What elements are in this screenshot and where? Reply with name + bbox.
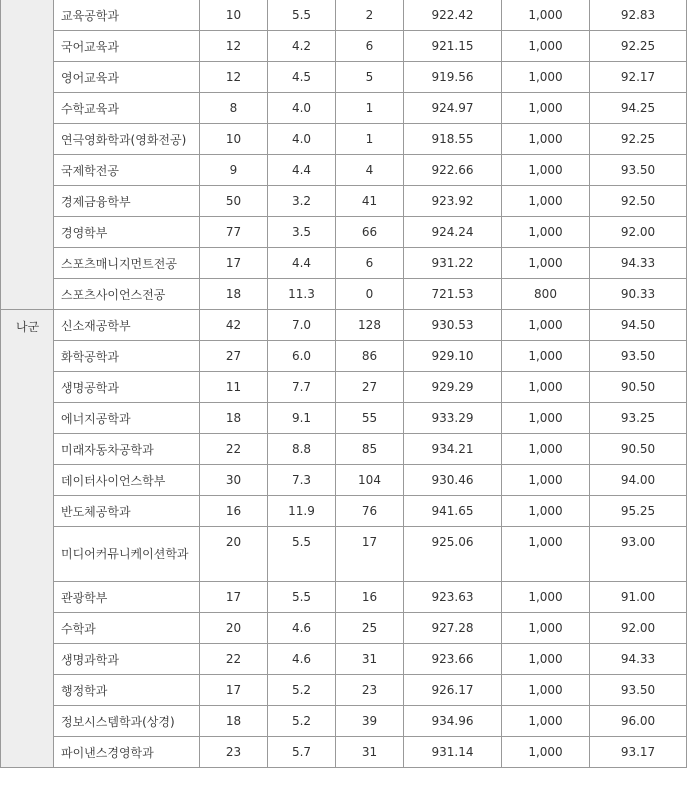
table-row <box>1 186 687 217</box>
department-name: 화학공학과 <box>54 341 200 372</box>
table-cell: 1 <box>336 124 404 155</box>
table-cell: 76 <box>336 496 404 527</box>
table-row <box>1 434 687 465</box>
table-cell: 1,000 <box>502 527 590 582</box>
table-cell: 5.2 <box>268 706 336 737</box>
department-name: 데이터사이언스학부 <box>54 465 200 496</box>
table-cell: 94.25 <box>590 93 687 124</box>
table-cell: 18 <box>200 279 268 310</box>
table-cell: 20 <box>200 527 268 582</box>
table-cell: 1,000 <box>502 186 590 217</box>
table-cell: 39 <box>336 706 404 737</box>
table-cell: 42 <box>200 310 268 341</box>
table-row <box>1 341 687 372</box>
table-cell: 6.0 <box>268 341 336 372</box>
table-row <box>1 465 687 496</box>
table-cell: 90.33 <box>590 279 687 310</box>
department-name: 스포츠사이언스전공 <box>54 279 200 310</box>
table-cell: 925.06 <box>404 527 502 582</box>
table-cell: 55 <box>336 403 404 434</box>
table-cell: 10 <box>200 124 268 155</box>
table-cell: 934.21 <box>404 434 502 465</box>
department-name: 파이낸스경영학과 <box>54 737 200 768</box>
table-cell: 923.63 <box>404 582 502 613</box>
department-name: 스포츠매니지먼트전공 <box>54 248 200 279</box>
table-cell: 12 <box>200 31 268 62</box>
table-cell: 1,000 <box>502 403 590 434</box>
department-name: 영어교육과 <box>54 62 200 93</box>
table-cell: 93.25 <box>590 403 687 434</box>
department-name: 연극영화학과(영화전공) <box>54 124 200 155</box>
table-cell: 4.2 <box>268 31 336 62</box>
table-cell: 918.55 <box>404 124 502 155</box>
table-cell: 95.25 <box>590 496 687 527</box>
table-cell: 23 <box>336 675 404 706</box>
table-cell: 8.8 <box>268 434 336 465</box>
table-cell: 4.0 <box>268 93 336 124</box>
table-cell: 25 <box>336 613 404 644</box>
table-cell: 923.92 <box>404 186 502 217</box>
table-cell: 1,000 <box>502 675 590 706</box>
table-cell: 7.7 <box>268 372 336 403</box>
table-cell: 1,000 <box>502 613 590 644</box>
table-cell: 93.50 <box>590 155 687 186</box>
table-cell: 4.0 <box>268 124 336 155</box>
table-cell: 94.33 <box>590 644 687 675</box>
table-row <box>1 0 687 31</box>
table-cell: 92.00 <box>590 217 687 248</box>
table-cell: 1,000 <box>502 0 590 31</box>
table-cell: 1,000 <box>502 737 590 768</box>
table-cell: 94.00 <box>590 465 687 496</box>
table-cell: 4.5 <box>268 62 336 93</box>
table-row <box>1 706 687 737</box>
department-name: 에너지공학과 <box>54 403 200 434</box>
table-cell: 1,000 <box>502 31 590 62</box>
table-row <box>1 124 687 155</box>
table-cell: 66 <box>336 217 404 248</box>
table-cell: 4.4 <box>268 248 336 279</box>
table-cell: 16 <box>336 582 404 613</box>
table-cell: 933.29 <box>404 403 502 434</box>
table-cell: 8 <box>200 93 268 124</box>
table-cell: 92.50 <box>590 186 687 217</box>
department-name: 수학과 <box>54 613 200 644</box>
table-cell: 17 <box>200 582 268 613</box>
table-cell: 30 <box>200 465 268 496</box>
table-cell: 7.3 <box>268 465 336 496</box>
table-cell: 1 <box>336 93 404 124</box>
table-cell: 11.9 <box>268 496 336 527</box>
table-cell: 5 <box>336 62 404 93</box>
table-cell: 1,000 <box>502 341 590 372</box>
table-cell: 1,000 <box>502 124 590 155</box>
table-cell: 929.10 <box>404 341 502 372</box>
department-name: 반도체공학과 <box>54 496 200 527</box>
table-cell: 92.25 <box>590 31 687 62</box>
table-cell: 27 <box>336 372 404 403</box>
table-cell: 93.17 <box>590 737 687 768</box>
table-cell: 6 <box>336 248 404 279</box>
table-cell: 4 <box>336 155 404 186</box>
table-cell: 92.00 <box>590 613 687 644</box>
table-cell: 90.50 <box>590 434 687 465</box>
table-cell: 93.50 <box>590 675 687 706</box>
table-row <box>1 644 687 675</box>
group-label: 나군 <box>1 310 54 768</box>
table-cell: 931.22 <box>404 248 502 279</box>
table-row <box>1 496 687 527</box>
table-cell: 5.2 <box>268 675 336 706</box>
department-name: 생명공학과 <box>54 372 200 403</box>
table-cell: 96.00 <box>590 706 687 737</box>
table-cell: 31 <box>336 644 404 675</box>
table-row <box>1 582 687 613</box>
table-cell: 10 <box>200 0 268 31</box>
department-name: 교육공학과 <box>54 0 200 31</box>
table-cell: 17 <box>336 527 404 582</box>
department-name: 경제금융학부 <box>54 186 200 217</box>
table-row <box>1 527 687 582</box>
table-row <box>1 217 687 248</box>
table-cell: 4.6 <box>268 613 336 644</box>
table-row <box>1 93 687 124</box>
table-cell: 934.96 <box>404 706 502 737</box>
table-cell: 17 <box>200 248 268 279</box>
table-cell: 11 <box>200 372 268 403</box>
table-row <box>1 310 687 341</box>
table-row <box>1 372 687 403</box>
table-cell: 86 <box>336 341 404 372</box>
table-cell: 16 <box>200 496 268 527</box>
table-cell: 91.00 <box>590 582 687 613</box>
table-cell: 1,000 <box>502 62 590 93</box>
table-cell: 18 <box>200 706 268 737</box>
department-name: 수학교육과 <box>54 93 200 124</box>
table-cell: 922.42 <box>404 0 502 31</box>
table-cell: 923.66 <box>404 644 502 675</box>
table-cell: 924.97 <box>404 93 502 124</box>
table-cell: 90.50 <box>590 372 687 403</box>
table-row <box>1 675 687 706</box>
table-cell: 929.29 <box>404 372 502 403</box>
table-cell: 1,000 <box>502 248 590 279</box>
table-row <box>1 155 687 186</box>
table-cell: 128 <box>336 310 404 341</box>
table-cell: 85 <box>336 434 404 465</box>
table-cell: 1,000 <box>502 465 590 496</box>
table-cell: 1,000 <box>502 434 590 465</box>
table-cell: 924.24 <box>404 217 502 248</box>
table-cell: 12 <box>200 62 268 93</box>
table-cell: 77 <box>200 217 268 248</box>
table-row <box>1 248 687 279</box>
table-cell: 22 <box>200 434 268 465</box>
table-cell: 5.5 <box>268 0 336 31</box>
table-cell: 18 <box>200 403 268 434</box>
table-cell: 1,000 <box>502 310 590 341</box>
department-name: 행정학과 <box>54 675 200 706</box>
table-cell: 1,000 <box>502 496 590 527</box>
table-row <box>1 31 687 62</box>
department-name: 경영학부 <box>54 217 200 248</box>
table-cell: 94.50 <box>590 310 687 341</box>
table-cell: 104 <box>336 465 404 496</box>
table-row <box>1 403 687 434</box>
table-cell: 93.00 <box>590 527 687 582</box>
table-cell: 23 <box>200 737 268 768</box>
table-row <box>1 613 687 644</box>
table-cell: 31 <box>336 737 404 768</box>
table-cell: 1,000 <box>502 582 590 613</box>
table-cell: 930.53 <box>404 310 502 341</box>
table-cell: 92.83 <box>590 0 687 31</box>
table-cell: 931.14 <box>404 737 502 768</box>
table-cell: 94.33 <box>590 248 687 279</box>
table-cell: 4.4 <box>268 155 336 186</box>
table-cell: 92.25 <box>590 124 687 155</box>
department-name: 미래자동차공학과 <box>54 434 200 465</box>
table-cell: 1,000 <box>502 217 590 248</box>
table-cell: 11.3 <box>268 279 336 310</box>
department-name: 국어교육과 <box>54 31 200 62</box>
table-cell: 3.2 <box>268 186 336 217</box>
table-cell: 22 <box>200 644 268 675</box>
table-cell: 92.17 <box>590 62 687 93</box>
table-cell: 1,000 <box>502 706 590 737</box>
table-cell: 930.46 <box>404 465 502 496</box>
table-cell: 721.53 <box>404 279 502 310</box>
department-name: 미디어커뮤니케이션학과 <box>54 527 200 582</box>
department-name: 국제학전공 <box>54 155 200 186</box>
table-cell: 6 <box>336 31 404 62</box>
table-row <box>1 279 687 310</box>
table-cell: 1,000 <box>502 93 590 124</box>
table-cell: 922.66 <box>404 155 502 186</box>
table-row <box>1 737 687 768</box>
table-cell: 800 <box>502 279 590 310</box>
table-cell: 919.56 <box>404 62 502 93</box>
table-cell: 941.65 <box>404 496 502 527</box>
group-label <box>1 0 54 310</box>
table-cell: 2 <box>336 0 404 31</box>
table-cell: 927.28 <box>404 613 502 644</box>
table-cell: 0 <box>336 279 404 310</box>
table-cell: 1,000 <box>502 644 590 675</box>
table-cell: 1,000 <box>502 155 590 186</box>
table-cell: 921.15 <box>404 31 502 62</box>
table-cell: 5.5 <box>268 527 336 582</box>
department-name: 신소재공학부 <box>54 310 200 341</box>
department-name: 생명과학과 <box>54 644 200 675</box>
table-cell: 926.17 <box>404 675 502 706</box>
table-cell: 3.5 <box>268 217 336 248</box>
table-cell: 27 <box>200 341 268 372</box>
table-cell: 7.0 <box>268 310 336 341</box>
table-cell: 4.6 <box>268 644 336 675</box>
table-cell: 5.7 <box>268 737 336 768</box>
table-cell: 17 <box>200 675 268 706</box>
table-cell: 9 <box>200 155 268 186</box>
table-cell: 9.1 <box>268 403 336 434</box>
department-name: 정보시스템학과(상경) <box>54 706 200 737</box>
table-cell: 20 <box>200 613 268 644</box>
table-cell: 50 <box>200 186 268 217</box>
department-name: 관광학부 <box>54 582 200 613</box>
table-row <box>1 62 687 93</box>
table-cell: 1,000 <box>502 372 590 403</box>
table-cell: 93.50 <box>590 341 687 372</box>
table-cell: 5.5 <box>268 582 336 613</box>
table-cell: 41 <box>336 186 404 217</box>
